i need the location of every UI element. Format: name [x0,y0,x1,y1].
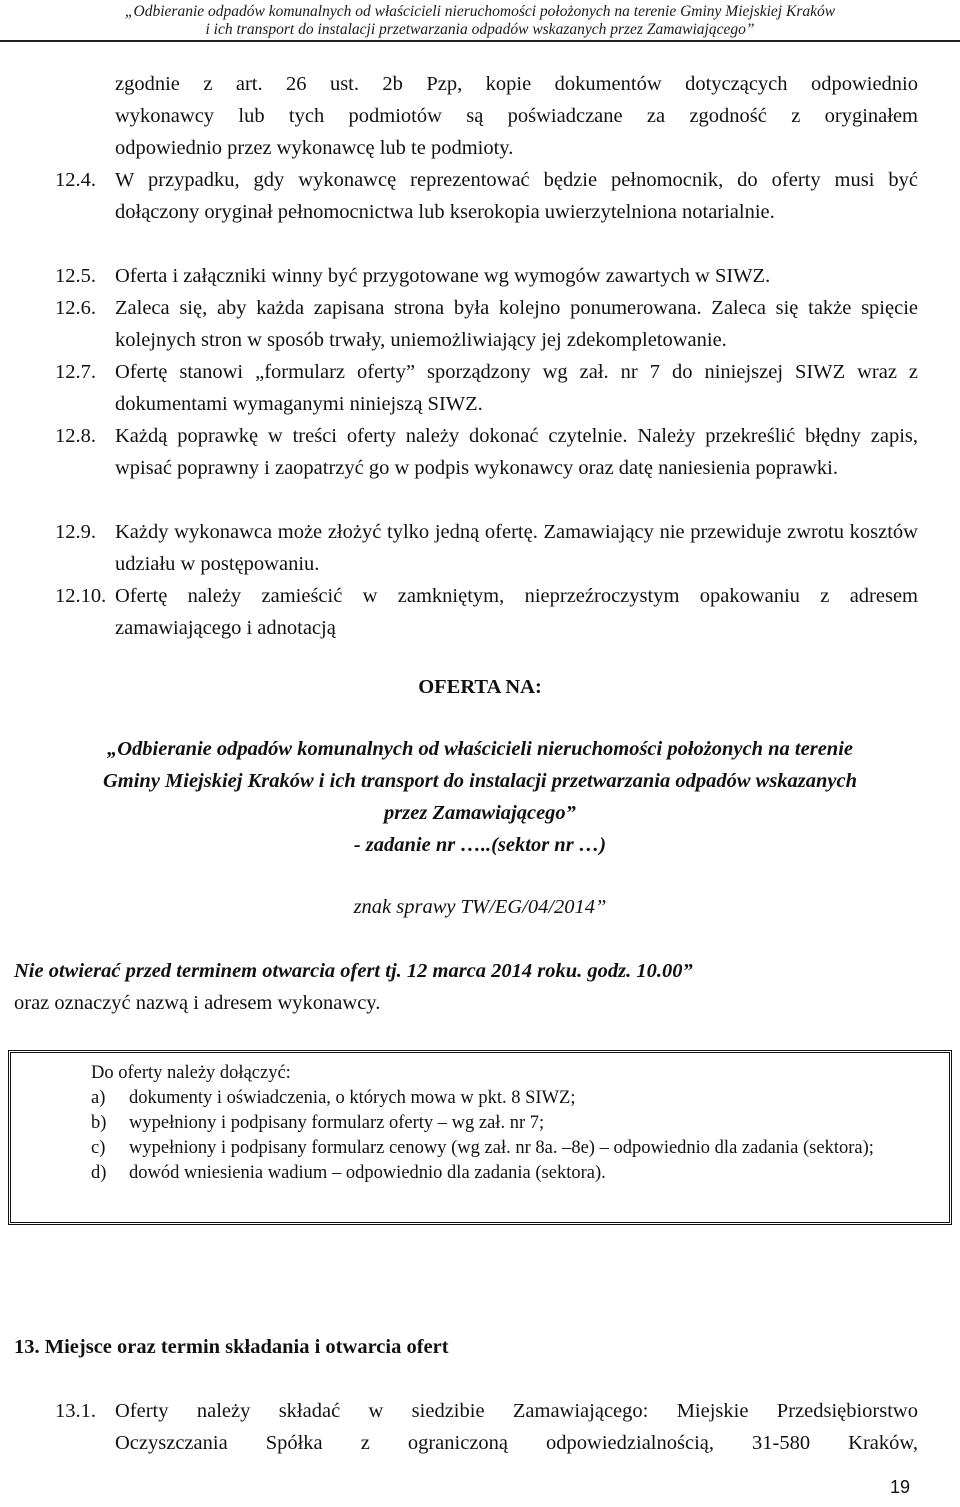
item-label: a) [91,1088,106,1108]
item-text: dowód wniesienia wadium – odpowiednio dla zadania (sektora). [129,1163,606,1183]
header-line-2: i ich transport do instalacji przetwarzania odpadów wskazanych przez Zamawiającego” [205,21,755,38]
section-text: Ofertę stanowi „formularz oferty” sporządzony wg zał. nr 7 do niniejszej SIWZ wraz z dokumentami wymaganymi niniejszą SIWZ. [115,361,918,415]
section-number: 12.5. [55,265,96,287]
list-item [91,1161,951,1186]
section-text: Każdy wykonawca może złożyć tylko jedną ofertę. Zamawiający nie przewiduje zwrotu kosztów udziału w postępowaniu. [115,521,918,575]
section-number: 12.9. [55,521,96,543]
section-text: Każdą poprawkę w treści oferty należy dokonać czytelnie. Należy przekreślić błędny zapis, wpisać poprawny i zaopatrzyć go w podpis wykonawcy oraz datę naniesienia poprawki. [115,425,918,479]
offer-title-line-1: „Odbieranie odpadów komunalnych od właścicieli nieruchomości położonych na terenie [107,738,853,760]
offer-task: - zadanie nr …..(sektor nr …) [353,834,607,856]
list-item [91,1111,951,1136]
section-text: Zaleca się, aby każda zapisana strona była kolejno ponumerowana. Zaleca się także spięcie kolejnych stron w sposób trwały, uniemożliwiający jej zdekompletowanie. [115,297,918,351]
item-text: dokumenty i oświadczenia, o których mowa w pkt. 8 SIWZ; [129,1088,576,1108]
continuation-line-3: odpowiednio przez wykonawcę lub te podmioty. [115,137,514,159]
section-number: 13.1. [55,1400,96,1422]
section-number: 12.10. [55,585,107,607]
section-number: 12.8. [55,425,96,447]
section-text: Ofertę należy zamieścić w zamkniętym, nieprzeźroczystym opakowaniu z adresem zamawiającego i adnotacją [115,585,918,639]
page-number: 19 [890,1477,911,1497]
item-label: d) [91,1163,107,1183]
attachments-intro: Do oferty należy dołączyć: [91,1063,291,1083]
continuation-line-1: zgodnie z art. 26 ust. 2b Pzp, kopie dokumentów dotyczących odpowiednio [115,73,918,95]
section-text-line-1: Oferty należy składać w siedzibie Zamawiającego: Miejskie Przedsiębiorstwo [115,1400,918,1422]
header-line-1: „Odbieranie odpadów komunalnych od właścicieli nieruchomości położonych na terenie Gminy Miejskiej Kraków [124,3,836,20]
list-item [91,1086,951,1111]
offer-title-line-3: przez Zamawiającego” [384,802,576,824]
item-label: b) [91,1113,107,1133]
attachments-list [91,1061,951,1186]
section-text: Oferta i załączniki winny być przygotowane wg wymogów zawartych w SIWZ. [115,265,771,287]
attachments-box [8,1050,952,1225]
item-text: wypełniony i podpisany formularz cenowy (wg zał. nr 8a. –8e) – odpowiednio dla zadania (sektora); [129,1138,874,1158]
item-text: wypełniony i podpisany formularz oferty – wg zał. nr 7; [129,1113,545,1133]
running-header [0,0,960,42]
offer-case-number: znak sprawy TW/EG/04/2014” [353,896,607,918]
section-number: 12.6. [55,297,96,319]
section-number: 12.7. [55,361,96,383]
section-text: W przypadku, gdy wykonawcę reprezentować będzie pełnomocnik, do oferty musi być dołączony oryginał pełnomocnictwa lub kserokopia uwierzytelniona notarialnie. [115,169,918,223]
offer-title-line-2: Gminy Miejskiej Kraków i ich transport do instalacji przetwarzania odpadów wskazanych [102,770,858,792]
item-label: c) [91,1138,106,1158]
continuation-line-2: wykonawcy lub tych podmiotów są poświadczane za zgodność z oryginałem [115,105,918,127]
offer-mark-note: oraz oznaczyć nazwą i adresem wykonawcy. [14,992,381,1014]
list-item [91,1136,951,1161]
offer-warning: Nie otwierać przed terminem otwarcia ofert tj. 12 marca 2014 roku. godz. 10.00” [14,960,693,982]
offer-heading: OFERTA NA: [418,676,542,698]
section-13-heading: 13. Miejsce oraz termin składania i otwarcia ofert [14,1336,449,1358]
section-number: 12.4. [55,169,96,191]
section-text-line-2: Oczyszczania Spółka z ograniczoną odpowiedzialnością, 31-580 Kraków, [115,1432,918,1454]
header-rule [0,40,960,42]
